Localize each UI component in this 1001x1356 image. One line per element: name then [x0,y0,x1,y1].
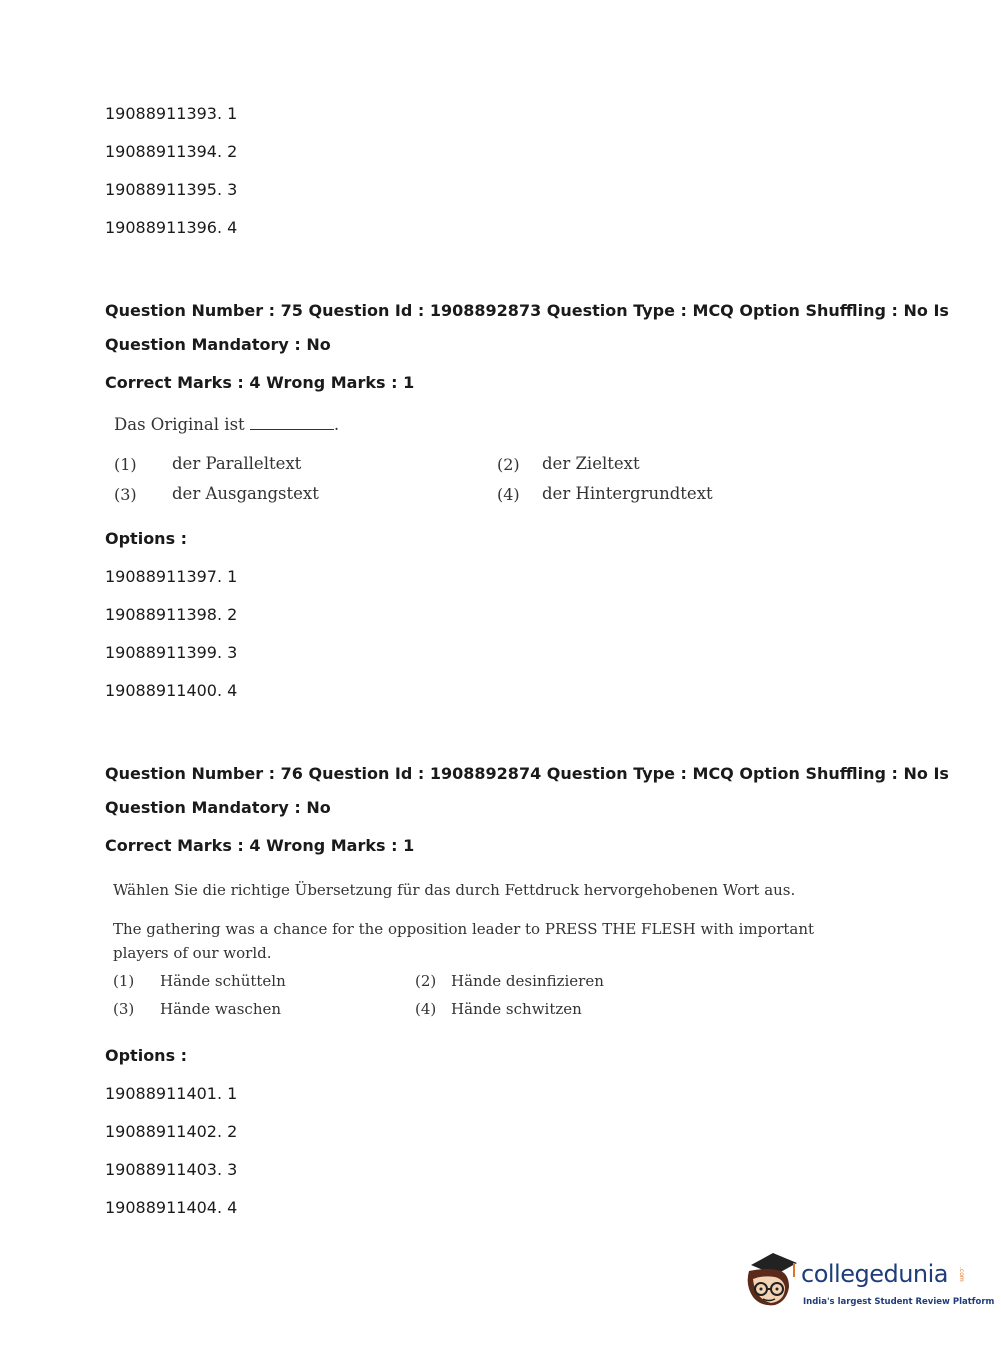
q75-choice-text: der Hintergrundtext [542,484,713,503]
q75-choice-text: der Ausgangstext [172,484,319,503]
q75-stem [114,415,339,434]
option-id-line: 19088911399. 3 [105,643,238,662]
q76-header: Question Number : 76 Question Id : 1908892874 Question Type : MCQ Option Shuffling : No Is [105,764,949,783]
option-id-line: 19088911402. 2 [105,1122,238,1141]
q76-choice-text: Hände schütteln [160,972,286,990]
q75-stem-end: . [333,415,340,434]
q75-choice-num: (2) [497,455,520,474]
option-id-line: 19088911397. 1 [105,567,238,586]
q76-choice-num: (3) [113,1000,135,1018]
option-id-line: 19088911400. 4 [105,681,238,700]
q76-instruction: Wählen Sie die richtige Übersetzung für das durch Fettdruck hervorgehobenen Wort aus. [113,881,796,899]
q75-options-label: Options : [105,529,188,548]
logo-com: .com [958,1267,965,1282]
q75-choice-text: der Paralleltext [172,454,302,473]
collegedunia-logo [741,1249,995,1319]
option-id-line: 19088911404. 4 [105,1198,238,1217]
q75-choice-num: (3) [114,485,137,504]
option-id-line: 19088911395. 3 [105,180,238,199]
option-id-line: 19088911398. 2 [105,605,238,624]
q75-mandatory: Question Mandatory : No [105,335,331,354]
q75-header: Question Number : 75 Question Id : 1908892873 Question Type : MCQ Option Shuffling : No Is [105,301,949,320]
q76-options-label: Options : [105,1046,188,1065]
option-id-line: 19088911401. 1 [105,1084,238,1103]
option-id-line: 19088911396. 4 [105,218,238,237]
option-id-line: 19088911394. 2 [105,142,238,161]
q76-choice-text: Hände schwitzen [451,1000,582,1018]
q76-mandatory: Question Mandatory : No [105,798,331,817]
mascot-icon [741,1249,803,1319]
q75-stem-text: Das Original ist [114,415,245,434]
option-id-line: 19088911393. 1 [105,104,238,123]
q76-choice-num: (2) [415,972,437,990]
q76-choice-num: (4) [415,1000,437,1018]
logo-wordmark: collegedunia [801,1260,949,1288]
q75-marks: Correct Marks : 4 Wrong Marks : 1 [105,373,415,392]
q75-choice-num: (1) [114,455,137,474]
q75-choice-text: der Zieltext [542,454,640,473]
answer-blank [250,415,334,430]
q76-marks: Correct Marks : 4 Wrong Marks : 1 [105,836,415,855]
q76-choice-num: (1) [113,972,135,990]
q76-choice-text: Hände waschen [160,1000,282,1018]
q76-choice-text: Hände desinfizieren [451,972,604,990]
option-id-line: 19088911403. 3 [105,1160,238,1179]
q76-sentence: players of our world. [113,944,272,962]
q76-sentence: The gathering was a chance for the opposition leader to PRESS THE FLESH with important [113,920,815,938]
q75-choice-num: (4) [497,485,520,504]
logo-tagline: India's largest Student Review Platform [803,1297,995,1307]
